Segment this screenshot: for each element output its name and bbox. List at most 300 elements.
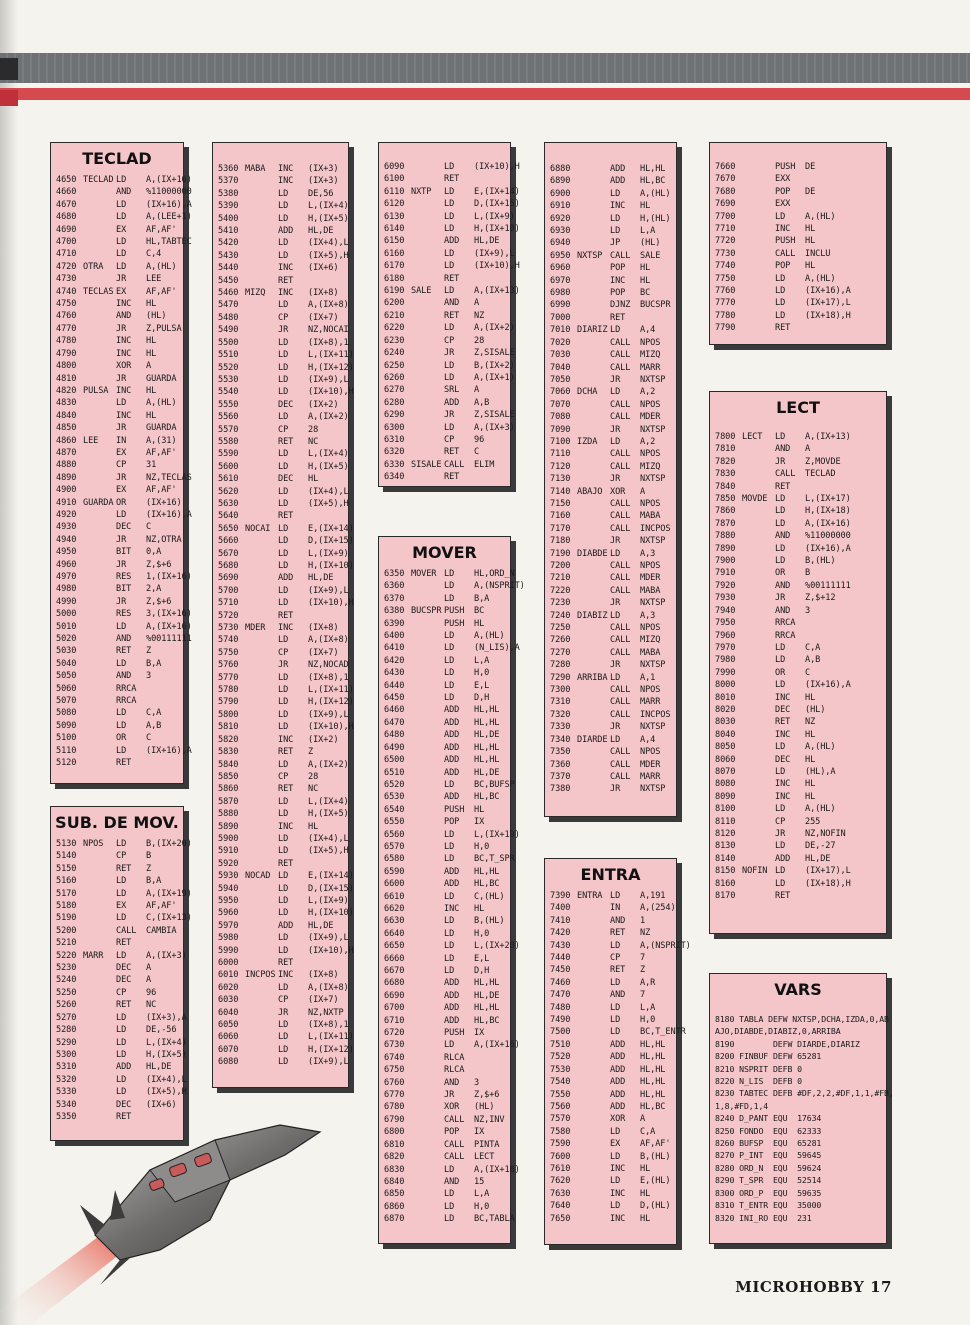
code-line [56,838,192,850]
line-operand: MARR [640,362,661,373]
line-operand: (IX+3),A [146,1012,187,1023]
line-number: 5070 [56,696,77,707]
line-operand: NPOS [640,623,661,634]
line-number: 4660 [56,187,77,198]
line-operand: HL,ORD_N [474,569,515,579]
line-opcode: CALL [610,412,631,423]
line-operand: L,(IX+11) [308,1032,354,1043]
code-line [550,337,672,349]
line-opcode: CALL [610,350,631,361]
code-line [384,630,506,642]
line-operand: A,(LEE+1) [146,212,192,223]
line-operand: 31 [146,460,157,471]
line-opcode: LD [278,908,289,919]
line-number: 7840 [715,481,736,492]
line-number: 4680 [56,212,77,223]
code-line [715,310,882,322]
line-number: 6080 [218,1057,239,1068]
magazine-name: MICROHOBBY [735,1278,865,1296]
line-number: 7750 [715,273,736,284]
line-number: 7570 [550,1114,571,1125]
code-line [218,275,344,287]
line-number: 5380 [218,188,239,199]
line-opcode: DEC [775,754,791,765]
line-operand: (IX+6) [308,263,339,274]
code-line [384,198,520,210]
code-line [218,883,354,895]
line-opcode: INC [278,970,294,981]
line-number: 7850 [715,494,736,505]
line-opcode: LD [116,1049,127,1060]
line-opcode: EXX [775,174,791,185]
line-operand: A,(HL) [805,211,836,222]
code-line [56,745,192,757]
line-number: 6030 [218,995,239,1006]
line-operand: NPOS [640,561,661,571]
code-line [384,928,506,940]
line-opcode: CP [444,335,455,346]
code-line [550,1213,672,1225]
line-opcode: JR [278,1007,289,1018]
line-number: 7220 [550,585,571,596]
line-number: 5410 [218,226,239,237]
code-line [384,779,515,791]
line-operand: NZ,OTRA [146,534,182,545]
line-number: 6530 [384,792,405,803]
code-line [715,704,882,716]
line-number: 6920 [550,213,571,224]
vars-line: 1,8,#FD,1,4 [715,1100,769,1111]
code-line [715,729,882,741]
line-number: 7860 [715,506,736,517]
line-number: 5810 [218,722,239,733]
line-opcode: LD [775,841,786,852]
line-operand: A,3 [640,548,656,559]
line-operand: AF,AF' [146,901,177,912]
line-label: NOCAI [245,523,271,534]
line-opcode: CP [278,647,289,658]
code-line [715,667,882,679]
line-operand: 3 [474,1077,480,1088]
code-line [715,716,882,728]
line-opcode: AND [116,311,132,322]
line-operand: HL,HL [474,742,500,753]
code-listing [710,431,886,902]
line-operand: HL,HL [640,164,666,174]
line-opcode: JR [610,474,621,485]
code-line [218,200,349,212]
line-number: 5170 [56,888,77,899]
line-operand: HL,HL [474,866,500,877]
code-line [218,721,354,733]
vars-listing [710,1013,894,1224]
code-line [56,360,179,372]
line-label: OTRA [83,261,104,272]
line-opcode: RRCA [775,630,796,641]
code-line [384,568,515,580]
line-opcode: LD [610,548,621,559]
line-number: 5260 [56,1000,77,1011]
line-operand: H,(IX+12) [308,697,354,708]
line-operand: NPOS [640,399,661,410]
line-opcode: LD [278,374,289,385]
line-operand: L,(IX+11) [308,685,354,696]
line-number: 6710 [384,1015,405,1026]
line-operand: AF,AF' [146,485,177,496]
line-opcode: POP [775,186,791,197]
line-number: 5700 [218,585,239,596]
line-number: 6450 [384,693,405,704]
line-operand: 28 [474,335,485,346]
vars-line: 8270 P_INT EQU 59645 [715,1150,822,1161]
line-operand: (IX+5),H [146,1087,187,1098]
line-operand: NPOS [640,685,661,696]
line-opcode: LD [278,337,289,348]
line-number: 5650 [218,523,239,534]
line-number: 4780 [56,336,77,347]
code-line [218,907,354,919]
line-opcode: ADD [444,742,460,753]
vars-line: 8180 TABLA DEFW NXTSP,DCHA,IZDA,0,AB [715,1014,889,1024]
code-listing [51,838,192,1123]
line-opcode: POP [610,263,626,274]
code-line [715,853,882,865]
line-number: 6690 [384,990,405,1001]
header-red-stripe [0,88,970,100]
line-opcode: CALL [610,623,631,634]
line-number: 4840 [56,410,77,421]
line-number: 6620 [384,903,405,914]
line-operand: NC [308,436,319,447]
code-line [56,559,179,571]
line-opcode: LD [444,224,455,235]
code-line [56,888,192,900]
code-line [56,385,179,397]
line-opcode: CALL [610,498,631,509]
code-line [218,920,344,932]
line-opcode: INC [444,903,460,914]
line-number: 7260 [550,635,571,646]
code-line [715,518,882,530]
line-opcode: LD [610,1176,621,1187]
line-opcode: JR [116,534,127,545]
line-operand: HL [805,224,816,235]
line-opcode: LD [278,883,289,894]
line-operand: L,(IX+4) [308,449,349,460]
code-line [56,912,192,924]
line-number: 5750 [218,647,239,658]
line-number: 8160 [715,878,736,889]
line-number: 6680 [384,978,405,989]
line-label: NXTP [411,186,432,197]
line-number: 5500 [218,337,239,348]
line-operand: C [474,447,480,458]
code-line [56,695,179,707]
line-opcode: EX [116,485,127,496]
line-opcode: LD [610,436,621,447]
code-line [218,808,349,820]
code-line [218,945,354,957]
line-number: 8090 [715,791,736,802]
line-number: 6150 [384,236,405,247]
line-opcode: LD [775,310,786,321]
line-operand: A,(IX+16) [805,518,851,529]
line-opcode: LD [610,213,621,224]
line-opcode: CALL [610,747,631,758]
line-number: 7330 [550,722,571,733]
line-opcode: CALL [610,635,631,646]
line-number: 8100 [715,804,736,815]
line-opcode: LD [278,1044,289,1055]
line-number: 6910 [550,201,571,212]
line-opcode: LD [775,655,786,666]
line-operand: BC,T_SPR [474,854,515,865]
code-line [218,473,344,485]
code-line [384,322,515,334]
line-operand: H,0 [474,841,490,852]
line-operand: LECT [474,1152,495,1163]
line-operand: TECLAD [805,469,836,480]
line-operand: Z [146,863,152,874]
code-line [218,399,344,411]
code-line [550,287,672,299]
line-number: 7050 [550,374,571,385]
line-operand: HL,HL [640,1039,666,1050]
line-opcode: CALL [775,469,796,480]
line-opcode: RET [278,958,294,968]
line-number: 5290 [56,1037,77,1048]
code-line [550,188,672,200]
line-label: ARRIBA [577,672,608,683]
line-operand: H,(IX+12) [308,362,354,373]
line-operand: L,(IX+4) [308,796,349,807]
code-line [550,213,672,225]
line-opcode: LD [775,273,786,284]
line-number: 7270 [550,647,571,658]
line-number: 6130 [384,211,405,222]
line-opcode: LD [116,745,127,756]
code-line [56,850,179,862]
line-opcode: CALL [610,362,631,373]
line-operand: (IX+16),A [146,199,192,210]
line-operand: 15 [474,1176,485,1187]
line-opcode: LD [444,211,455,222]
line-opcode: CALL [444,1152,465,1163]
line-number: 7880 [715,531,736,542]
line-number: 5550 [218,399,239,410]
code-line [56,447,179,459]
line-number: 4940 [56,534,77,545]
code-line [384,434,506,446]
code-line [715,481,882,493]
line-operand: PINTA [474,1139,500,1150]
code-line [384,1027,506,1039]
line-operand: (IX+18),H [805,878,851,889]
code-line [384,1114,506,1126]
line-operand: (IX+10),H [308,945,354,956]
code-line [384,1089,506,1101]
line-number: 6780 [384,1102,405,1113]
line-number: 6820 [384,1152,405,1163]
code-line [218,436,344,448]
code-line [550,1151,672,1163]
line-number: 7470 [550,990,571,1001]
line-operand: E,(IX+14) [474,186,520,197]
line-number: 6860 [384,1201,405,1212]
line-opcode: CALL [610,449,631,460]
code-line [550,572,672,584]
code-line [384,642,520,654]
line-operand: NXTSP [640,660,666,671]
line-number: 5920 [218,858,239,869]
code-line [550,1175,672,1187]
code-line [715,642,882,654]
code-line [384,1213,515,1225]
line-opcode: CALL [775,248,796,259]
line-opcode: CP [775,816,786,827]
line-label: MDER [245,623,266,634]
line-opcode: LD [116,913,127,924]
code-line [550,486,672,498]
line-operand: HL,DE [805,853,831,864]
line-number: 7100 [550,436,571,447]
code-line [384,459,506,471]
line-operand: C,A [805,642,821,653]
line-operand: (N_LIS),A [474,643,520,654]
line-number: 7180 [550,536,571,547]
line-operand: A,B [146,720,162,731]
line-opcode: LD [278,759,289,770]
line-operand: A,(IX+1) [474,372,515,383]
line-opcode: AND [116,671,132,682]
line-operand: L,(IX+9) [474,211,515,222]
code-line [218,225,344,237]
line-operand: H,0 [474,668,490,679]
code-line [550,952,672,964]
line-operand: (HL) [474,1102,495,1113]
line-opcode: LD [444,422,455,433]
line-opcode: INC [775,224,791,235]
line-opcode: LD [116,658,127,669]
line-opcode: LD [610,1015,621,1026]
line-opcode: JR [116,559,127,570]
code-line [384,173,506,185]
line-opcode: LD [278,1020,289,1031]
line-number: 5240 [56,975,77,986]
line-opcode: ADD [610,1089,626,1100]
code-line [550,498,672,510]
line-number: 7720 [715,236,736,247]
line-opcode: RET [116,758,132,769]
line-number: 7900 [715,556,736,567]
line-number: 7360 [550,759,571,770]
code-line [218,932,349,944]
line-opcode: LD [278,412,289,423]
line-number: 5740 [218,635,239,646]
line-number: 5210 [56,938,77,949]
line-operand: L,(IX+17) [805,494,851,505]
line-opcode: LD [775,543,786,554]
code-line [550,1126,672,1138]
code-line [550,1089,672,1101]
vars-line: 8320 INI_RO EQU 231 [715,1212,812,1223]
listing-box-diariz [544,142,677,817]
line-number: 5160 [56,876,77,887]
line-opcode: LD [444,779,455,790]
line-label: TECLAD [83,175,114,185]
code-line [384,1077,506,1089]
line-number: 6560 [384,829,405,840]
line-opcode: RET [278,747,294,758]
code-line [56,670,179,682]
line-number: 4730 [56,274,77,285]
line-operand: (IX+8) [308,288,339,299]
line-opcode: AND [775,605,791,616]
line-opcode: LD [278,238,289,249]
line-operand: (IX+9),L [474,248,515,259]
line-number: 7790 [715,323,736,334]
line-operand: H,(IX+12) [308,1044,354,1055]
line-number: 5790 [218,697,239,708]
code-line [218,535,354,547]
code-line [56,596,179,608]
line-number: 7630 [550,1188,571,1199]
line-number: 6100 [384,174,405,185]
line-opcode: AND [444,1176,460,1187]
line-number: 5180 [56,901,77,912]
line-number: 5190 [56,913,77,924]
code-line [218,237,349,249]
line-opcode: LD [116,1074,127,1085]
code-line [384,1101,506,1113]
line-operand: HL [146,410,157,421]
line-opcode: JR [610,536,621,547]
line-operand: A,(HL) [805,742,836,753]
line-operand: NZ,NOFIN [805,829,846,839]
line-number: 4980 [56,584,77,595]
line-operand: Z,SISALE [474,348,515,359]
line-opcode: LD [775,742,786,753]
code-line [56,863,179,875]
line-number: 5060 [56,683,77,694]
line-number: 5120 [56,758,77,769]
line-operand: HL [805,779,816,790]
line-opcode: POP [775,261,791,272]
line-number: 6580 [384,854,405,865]
line-opcode: DEC [278,474,294,485]
line-number: 5520 [218,362,239,373]
line-number: 5350 [56,1111,77,1122]
line-number: 6730 [384,1040,405,1051]
code-listing [545,143,676,796]
line-opcode: RET [610,965,626,976]
line-operand: HL [308,821,319,832]
line-opcode: INC [610,275,626,286]
line-number: 4930 [56,522,77,533]
line-opcode: RET [444,472,460,483]
code-line [384,211,515,223]
line-operand: A,(IX+16) [146,621,192,632]
code-line [56,757,179,769]
line-opcode: AND [444,1077,460,1088]
line-operand: A,(IX+16) [474,1164,520,1175]
code-line [218,870,354,882]
line-opcode: RET [278,275,294,286]
line-opcode: JR [610,374,621,385]
code-line [550,1188,672,1200]
line-opcode: RET [278,511,294,522]
line-operand: A [805,444,811,455]
